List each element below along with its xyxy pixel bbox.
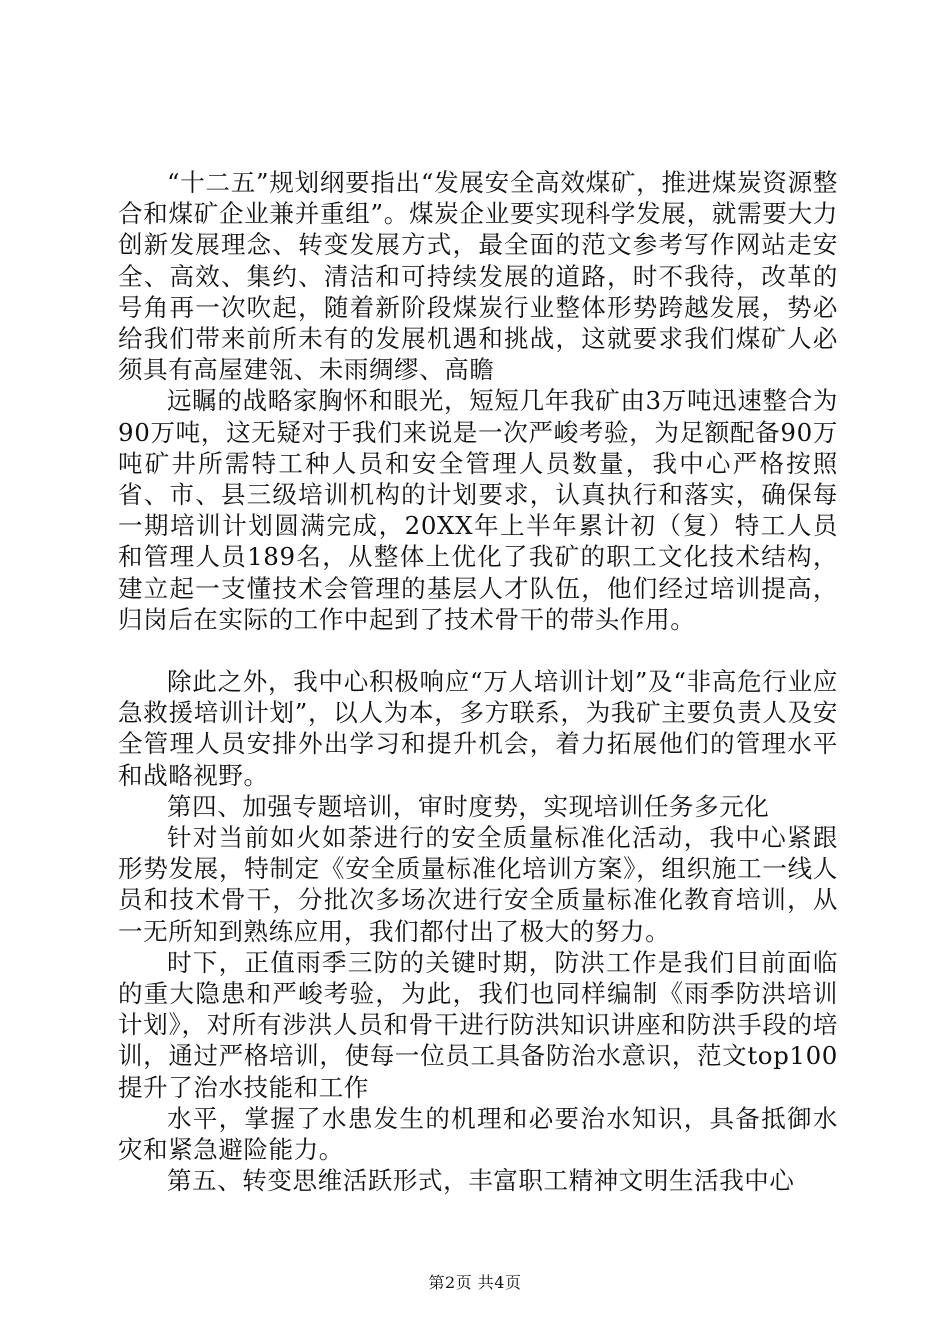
document-body [118,167,838,1197]
paragraph-spacer [118,635,838,666]
page-footer: 第2页 共4页 [428,1273,522,1292]
section-heading-5: 第五、转变思维活跃形式，丰富职工精神文明生活我中心 [167,1166,795,1196]
paragraph-6: 水平，掌握了水患发生的机理和必要治水知识，具备抵御水灾和紧急避险能力。 [118,1103,838,1165]
paragraph-5: 时下，正值雨季三防的关键时期，防洪工作是我们目前面临的重大隐患和严峻考验，为此，我们也同样编制《雨季防洪培训计划》，对所有涉洪人员和骨干进行防洪知识讲座和防洪手段的培训，通过严格培训，使每一位员工具备防治水意识，范文top100提升了治水技能和工作 [118,947,838,1102]
paragraph-4: 针对当前如火如荼进行的安全质量标准化活动，我中心紧跟形势发展，特制定《安全质量标准化培训方案》，组织施工一线人员和技术骨干，分批次多场次进行安全质量标准化教育培训，从一无所知到熟练应用，我们都付出了极大的努力。 [118,823,838,946]
paragraph-3: 除此之外，我中心积极响应“万人培训计划”及“非高危行业应急救援培训计划”，以人为本，多方联系，为我矿主要负责人及安全管理人员安排外出学习和提升机会，着力拓展他们的管理水平和战略视野。 [118,667,838,790]
section-heading-4: 第四、加强专题培训，审时度势，实现培训任务多元化 [167,791,770,821]
paragraph-2: 远瞩的战略家胸怀和眼光，短短几年我矿由3万吨迅速整合为90万吨，这无疑对于我们来说是一次严峻考验，为足额配备90万吨矿井所需特工种人员和安全管理人员数量，我中心严格按照省、市、县三级培训机构的计划要求，认真执行和落实，确保每一期培训计划圆满完成，20XX年上半年累计初（复）特工人员和管理人员189名，从整体上优化了我矿的职工文化技术结构，建立起一支懂技术会管理的基层人才队伍，他们经过培训提高，归岗后在实际的工作中起到了技术骨干的带头作用。 [118,386,838,634]
paragraph-1: “十二五”规划纲要指出“发展安全高效煤矿，推进煤炭资源整合和煤矿企业兼并重组”。煤炭企业要实现科学发展，就需要大力创新发展理念、转变发展方式，最全面的范文参考写作网站走安全、高效、集约、清洁和可持续发展的道路，时不我待，改革的号角再一次吹起，随着新阶段煤炭行业整体形势跨越发展，势必给我们带来前所未有的发展机遇和挑战，这就要求我们煤矿人必须具有高屋建瓴、未雨绸缪、高瞻 [118,168,838,385]
